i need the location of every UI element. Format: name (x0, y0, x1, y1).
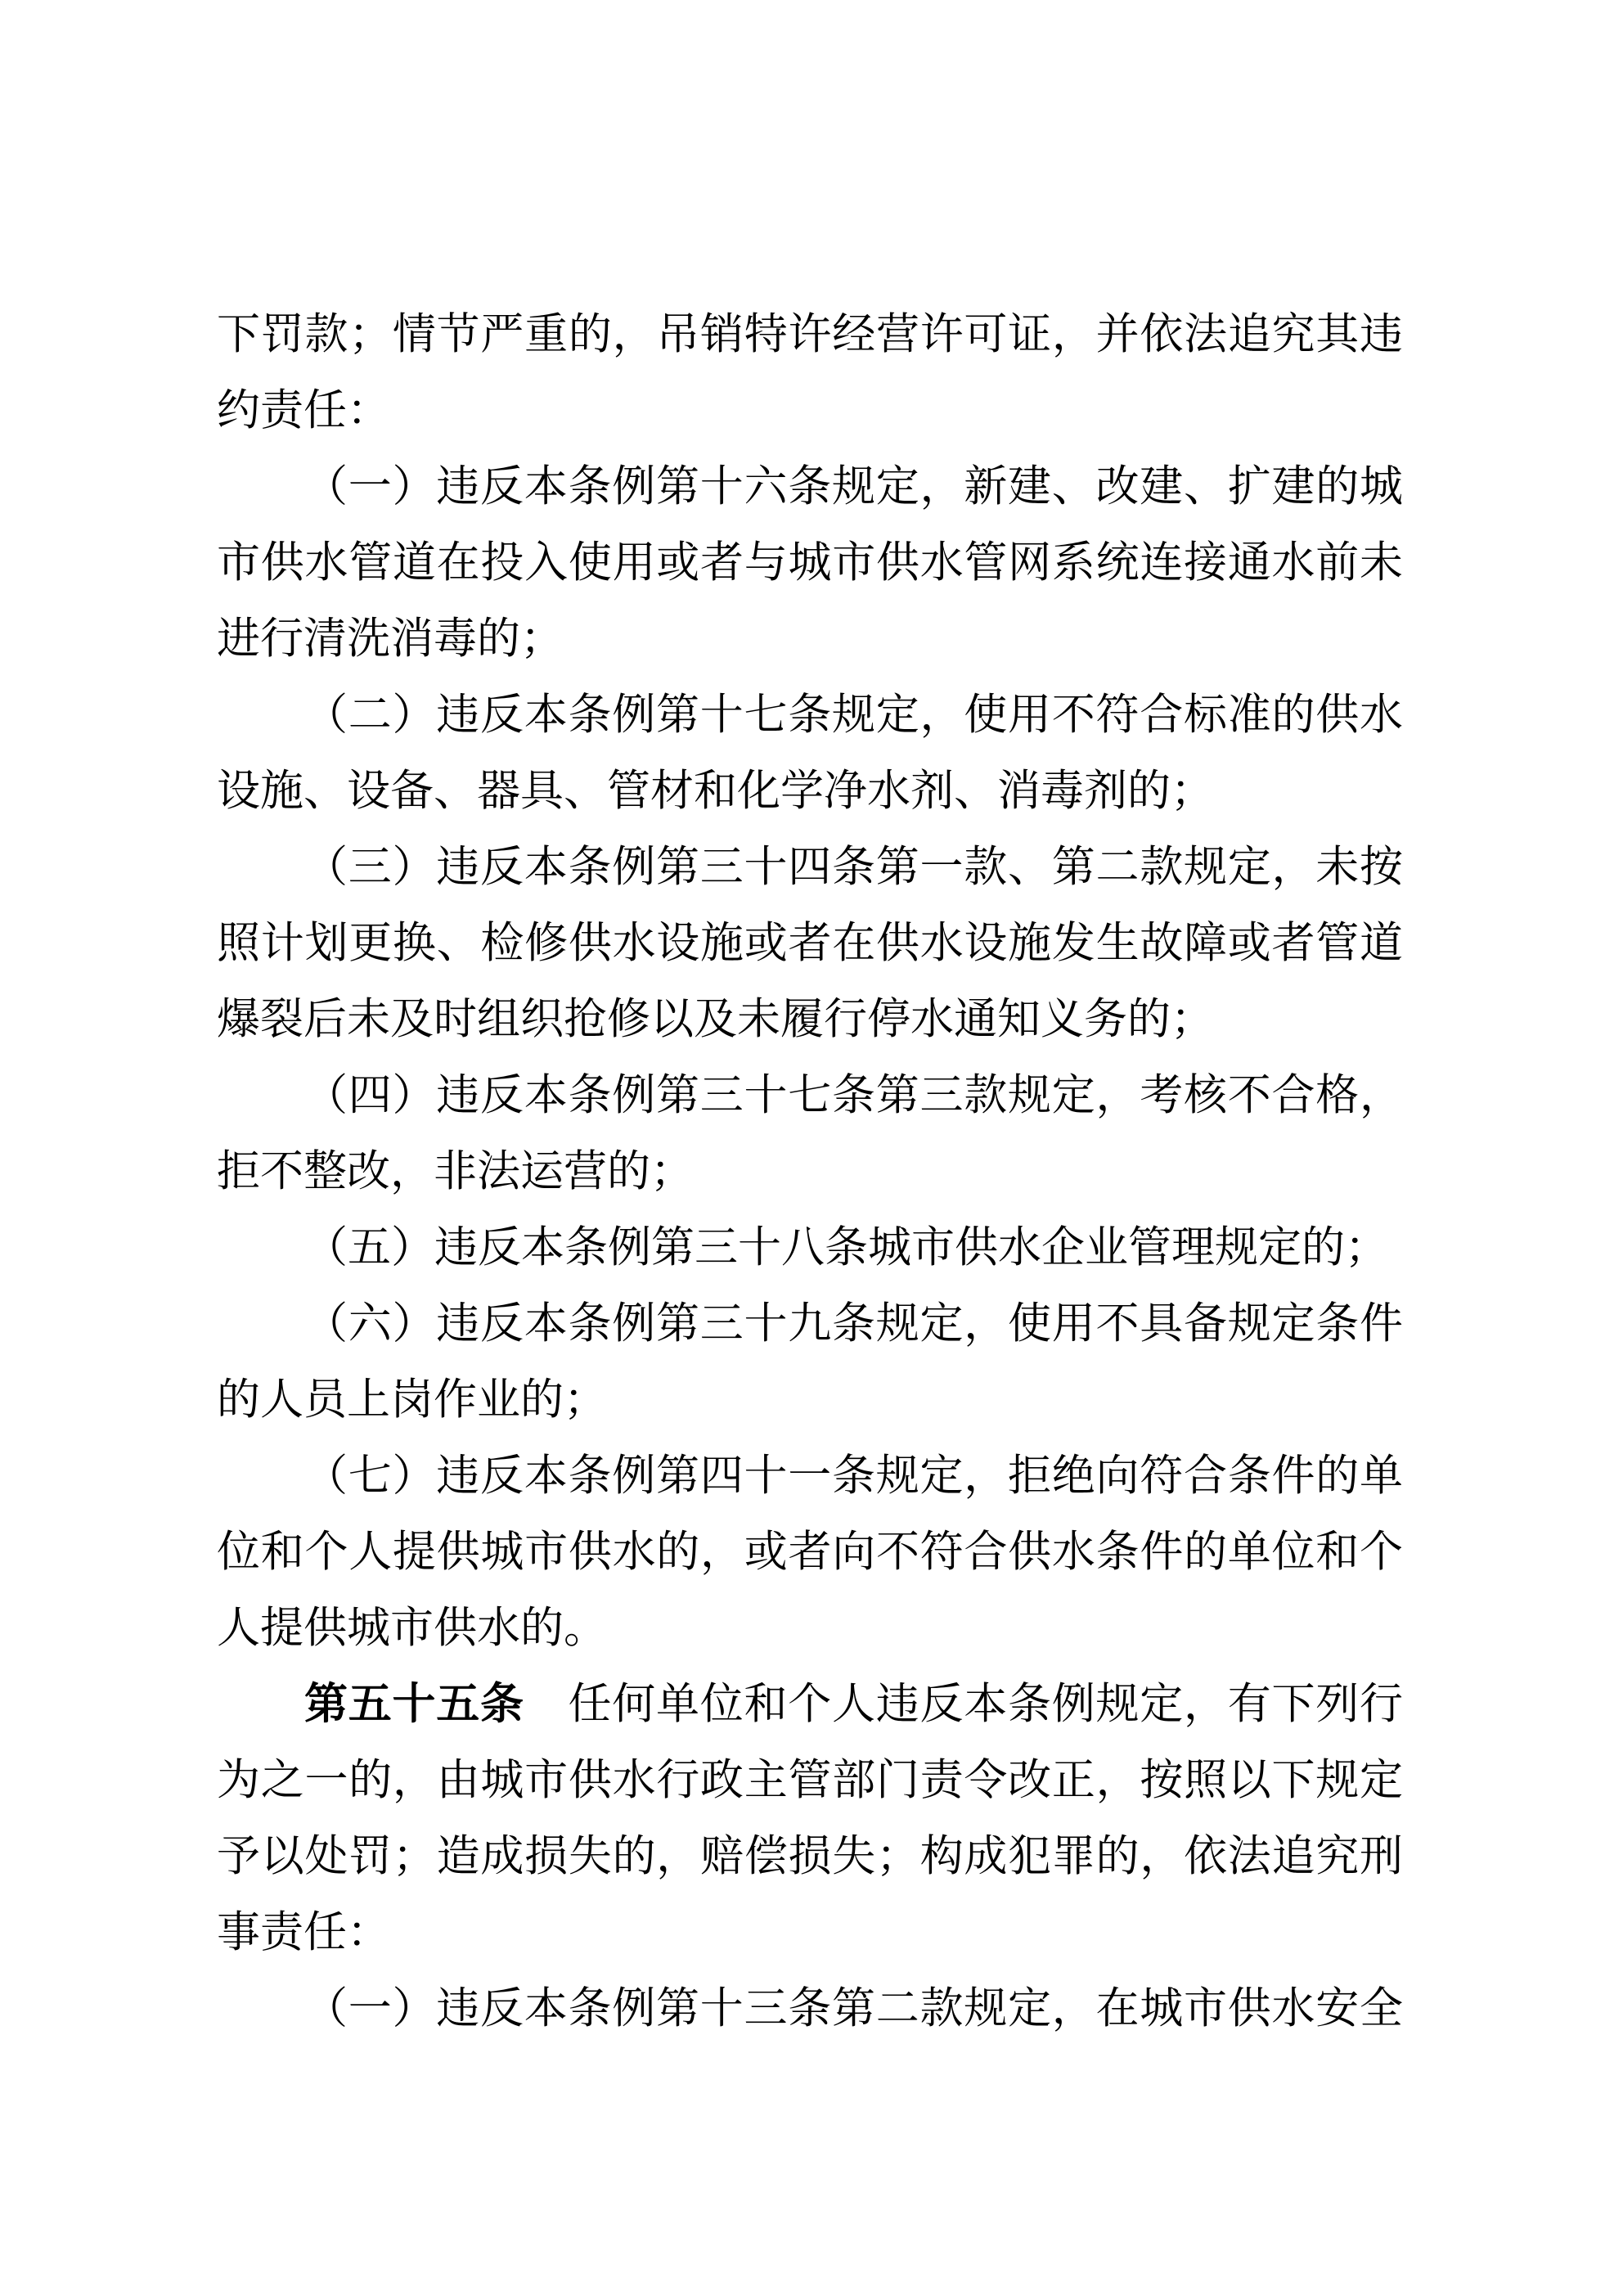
text-line-11 (217, 1058, 1403, 1134)
text-run: 位和个人提供城市供水的，或者向不符合供水条件的单位和个 (217, 1528, 1403, 1576)
text-run: （二）违反本条例第十七条规定，使用不符合标准的供水 (304, 691, 1403, 739)
text-line-6 (217, 678, 1403, 754)
text-line-19 (217, 1667, 1403, 1743)
text-run: （六）违反本条例第三十九条规定，使用不具备规定条件 (304, 1300, 1403, 1348)
text-line-15 (217, 1362, 1403, 1438)
text-run: 设施、设备、器具、管材和化学净水剂、消毒剂的； (217, 768, 1214, 815)
text-run: （四）违反本条例第三十七条第三款规定，考核不合格， (304, 1072, 1403, 1119)
text-line-20 (217, 1743, 1403, 1819)
text-line-2 (217, 373, 1403, 449)
text-line-3 (217, 449, 1403, 525)
text-run: 的人员上岗作业的； (217, 1376, 607, 1424)
text-run: 任何单位和个人违反本条例规定，有下列行 (524, 1681, 1403, 1728)
text-run: 市供水管道在投入使用或者与城市供水管网系统连接通水前未 (217, 539, 1403, 587)
text-line-10 (217, 982, 1403, 1058)
text-line-22 (217, 1895, 1403, 1971)
text-line-7 (217, 754, 1403, 830)
text-line-21 (217, 1819, 1403, 1895)
document-body (217, 297, 1403, 2047)
text-run: 进行清洗消毒的； (217, 615, 564, 663)
text-line-8 (217, 830, 1403, 906)
text-run: 照计划更换、检修供水设施或者在供水设施发生故障或者管道 (217, 920, 1403, 967)
text-line-18 (217, 1591, 1403, 1667)
text-run: 爆裂后未及时组织抢修以及未履行停水通知义务的； (217, 996, 1214, 1043)
text-line-12 (217, 1134, 1403, 1210)
text-line-5 (217, 601, 1403, 678)
text-line-13 (217, 1210, 1403, 1286)
text-run: 事责任： (217, 1909, 390, 1956)
text-line-14 (217, 1286, 1403, 1362)
text-run: （一）违反本条例第十六条规定，新建、改建、扩建的城 (304, 463, 1403, 511)
text-run: 拒不整改，非法运营的； (217, 1148, 694, 1195)
text-line-4 (217, 525, 1403, 601)
text-run: 予以处罚；造成损失的，赔偿损失；构成犯罪的，依法追究刑 (217, 1833, 1403, 1880)
text-line-16 (217, 1438, 1403, 1515)
text-run: （三）违反本条例第三十四条第一款、第二款规定，未按 (304, 844, 1403, 891)
text-run: 人提供城市供水的。 (217, 1605, 607, 1652)
text-line-23 (217, 1971, 1403, 2047)
text-line-9 (217, 906, 1403, 982)
text-run: 下罚款；情节严重的，吊销特许经营许可证，并依法追究其违 (217, 311, 1403, 358)
text-run: 为之一的，由城市供水行政主管部门责令改正，按照以下规定 (217, 1757, 1403, 1804)
text-run: 约责任： (217, 387, 390, 434)
article-number: 第五十五条 (304, 1681, 524, 1728)
text-run: （一）违反本条例第十三条第二款规定，在城市供水安全 (304, 1985, 1403, 2033)
text-line-17 (217, 1515, 1403, 1591)
text-run: （七）违反本条例第四十一条规定，拒绝向符合条件的单 (304, 1452, 1403, 1500)
text-line-1 (217, 297, 1403, 373)
text-run: （五）违反本条例第三十八条城市供水企业管理规定的； (304, 1224, 1388, 1272)
